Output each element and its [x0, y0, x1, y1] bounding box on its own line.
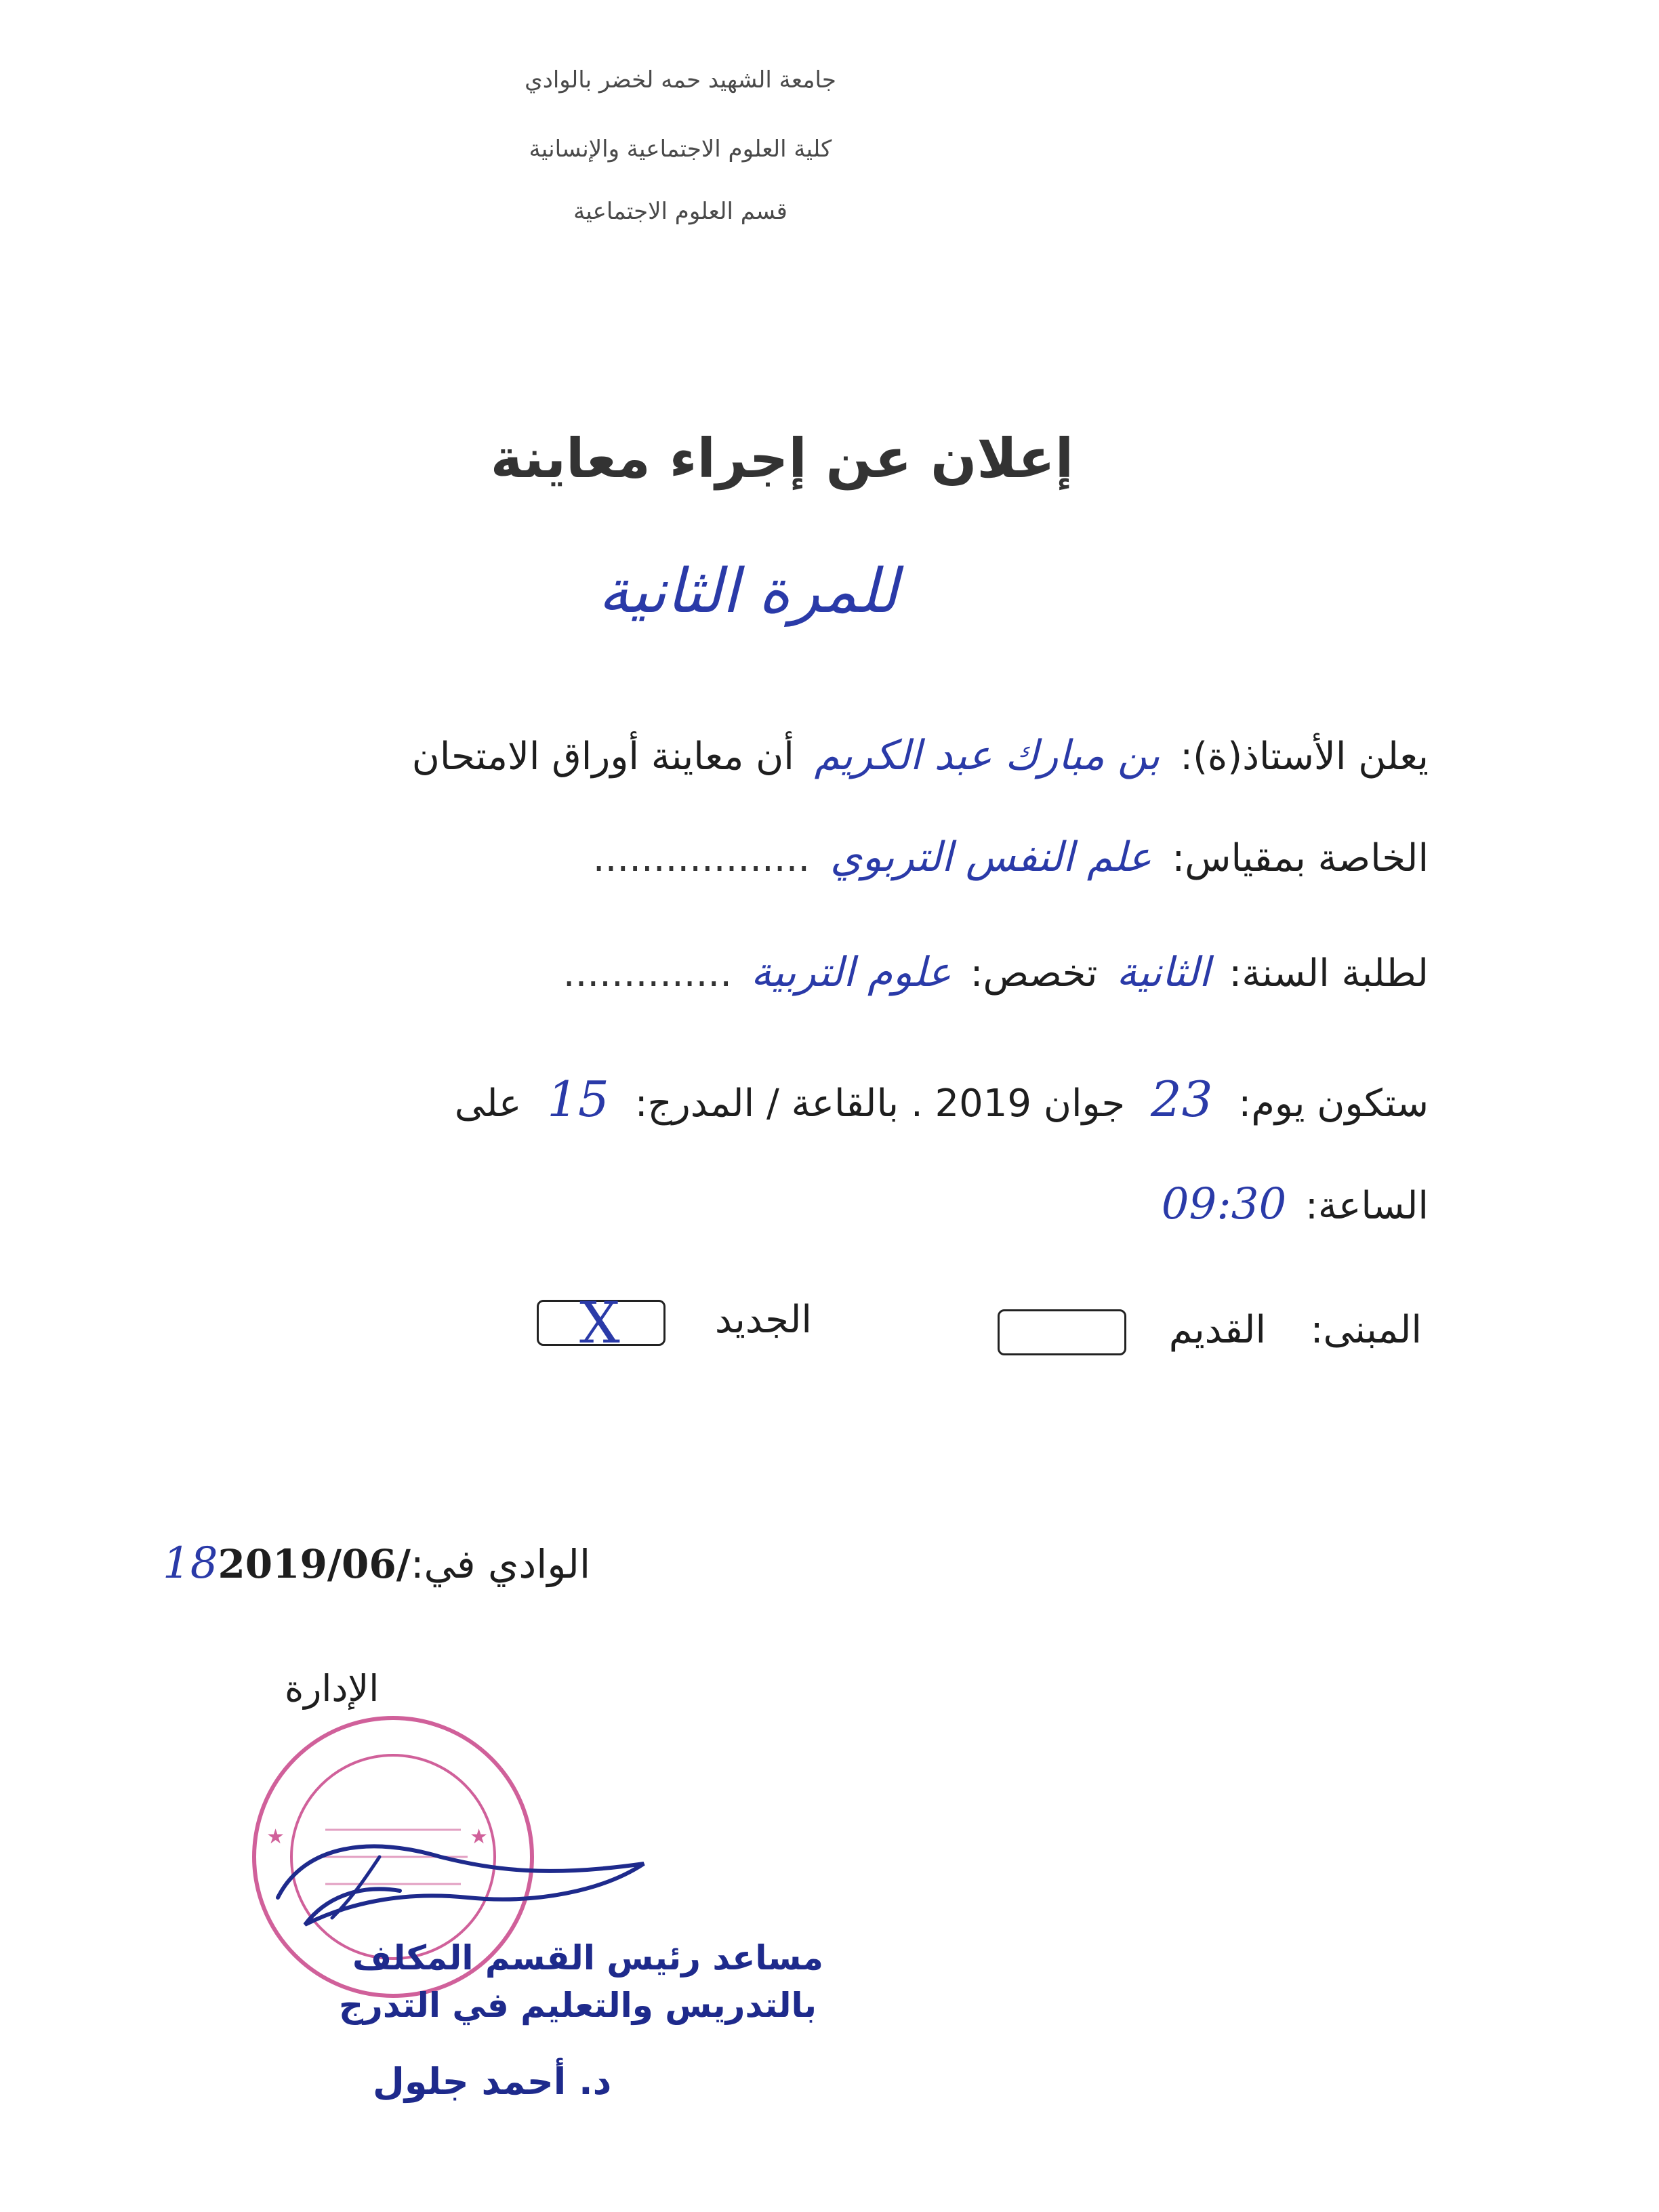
svg-text:★: ★ — [266, 1825, 285, 1849]
checkmark-x: X — [579, 1290, 620, 1356]
module-name-handwritten: علم النفس التربوي — [830, 834, 1152, 881]
faculty-name: كلية العلوم الاجتماعية والإنسانية — [529, 136, 832, 163]
old-building-checkbox[interactable] — [998, 1309, 1126, 1355]
date-day-handwritten: 18 — [163, 1538, 218, 1589]
year-label: لطلبة السنة: — [1229, 951, 1429, 996]
dotted-fill: .................. — [592, 836, 811, 880]
old-building-label: القديم — [1168, 1308, 1266, 1352]
announcement-text: أن معاينة أوراق الامتحان — [411, 735, 794, 779]
administration-label: الإدارة — [285, 1667, 380, 1710]
month-year-room-label: جوان 2019 . بالقاعة / المدرج: — [634, 1082, 1126, 1126]
body-line-5 — [1155, 1179, 1429, 1229]
signatory-title-2: بالتدريس والتعليم في التدرج — [339, 1986, 817, 2025]
place-date-label: الوادي في: — [410, 1541, 591, 1587]
new-building-label: الجديد — [714, 1298, 812, 1342]
department-name: قسم العلوم الاجتماعية — [573, 198, 787, 225]
dotted-fill: .............. — [562, 951, 732, 996]
specialty-label: تخصص: — [970, 951, 1098, 996]
handwritten-subtitle: للمرة الثانية — [598, 556, 899, 627]
day-label: ستكون يوم: — [1238, 1082, 1429, 1126]
signature-icon — [264, 1816, 671, 1938]
university-name: جامعة الشهيد حمه لخضر بالوادي — [525, 66, 836, 94]
time-label: الساعة: — [1305, 1184, 1429, 1228]
new-building-checkbox[interactable] — [537, 1290, 665, 1356]
module-label: الخاصة بمقياس: — [1172, 836, 1429, 880]
building-label: المبنى: — [1310, 1308, 1422, 1352]
day-handwritten: 23 — [1150, 1071, 1213, 1128]
body-line-2 — [136, 834, 1429, 881]
body-line-3 — [136, 949, 1429, 996]
document-title: إعلان عن إجراء معاينة — [490, 427, 1074, 490]
year-handwritten: الثانية — [1116, 949, 1210, 996]
signatory-title-1: مساعد رئيس القسم المكلف — [352, 1938, 823, 1978]
body-line-1 — [136, 732, 1429, 779]
at-label: على — [454, 1082, 522, 1126]
body-line-4 — [136, 1071, 1429, 1128]
specialty-handwritten: علوم التربية — [750, 949, 951, 996]
room-handwritten: 15 — [547, 1071, 609, 1128]
time-handwritten: 09:30 — [1161, 1179, 1287, 1229]
date-line — [163, 1538, 590, 1589]
professor-label: يعلن الأستاذ(ة): — [1180, 735, 1429, 779]
svg-text:★: ★ — [470, 1825, 488, 1849]
professor-name-handwritten: بن مبارك عبد الكريم — [814, 732, 1160, 779]
date-month-year: 2019/06/ — [218, 1541, 411, 1587]
signatory-name: د. أحمد جلول — [373, 2060, 612, 2103]
